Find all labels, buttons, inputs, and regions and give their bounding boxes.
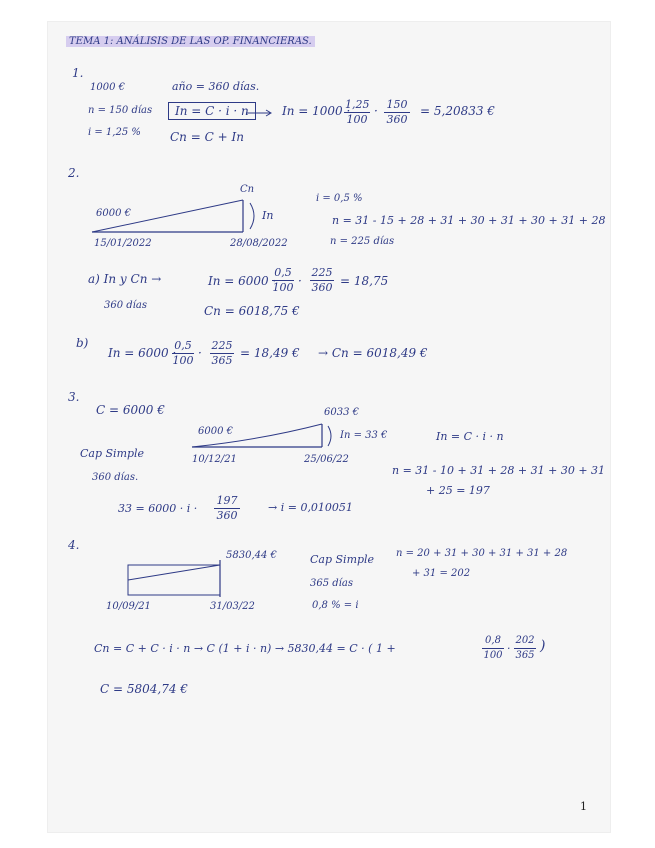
- ex4-final: 5830,44 €: [226, 550, 277, 561]
- ex2-b-fraction-time: $\frac{225}{365}$: [211, 339, 233, 367]
- ex4-dot: ·: [507, 642, 511, 655]
- ex3-equation: 33 = 6000 · i ·: [118, 502, 198, 515]
- ex3-formula: In = C · i · n: [436, 430, 504, 443]
- ex2-b-label: b): [76, 336, 89, 350]
- ex1-days: n = 150 días: [88, 105, 153, 116]
- ex4-box: [128, 565, 220, 595]
- ex3-cap-type: Cap Simple: [80, 447, 145, 460]
- ex1-capital: 1000 €: [90, 82, 125, 93]
- ex1-fraction-rate: $\frac{1,25}{100}$: [345, 98, 370, 126]
- ex2-capital: 6000 €: [96, 208, 131, 219]
- ex2-a-fraction-time: $\frac{225}{360}$: [311, 266, 333, 294]
- ex4-equation: Cn = C + C · i · n → C (1 + i · n) → 5830,44 = C · ( 1 +: [94, 642, 396, 655]
- ex2-a-label: a) In y Cn →: [88, 272, 162, 286]
- ex4-days: 365 días: [310, 578, 353, 589]
- ex4-result: C = 5804,74 €: [100, 682, 188, 696]
- ex2-date-start: 15/01/2022: [94, 238, 152, 249]
- ex2-n-total: n = 225 días: [330, 236, 395, 247]
- ex2-a-fraction-rate: $\frac{0,5}{100}$: [272, 266, 294, 294]
- ex1-calc: In = 1000 ·: [282, 104, 351, 118]
- ex2-b-result: = 18,49 €: [240, 346, 300, 360]
- ex2-b-dot: ·: [198, 346, 202, 360]
- ex2-rate: i = 0,5 %: [316, 193, 363, 204]
- ex3-date-end: 25/06/22: [304, 454, 349, 465]
- ex2-a-result: = 18,75: [340, 274, 389, 288]
- ex1-formula-cn: Cn = C + In: [170, 130, 244, 144]
- ex4-fraction-time: $\frac{202}{365}$: [515, 635, 535, 661]
- ex1-dot: ·: [374, 104, 378, 118]
- ex3-brace: [328, 426, 331, 446]
- ex2-b-fraction-rate: $\frac{0,5}{100}$: [172, 339, 194, 367]
- page-number: 1: [580, 800, 587, 813]
- ex2-brace: [250, 203, 254, 229]
- ex1-year: año = 360 días.: [172, 80, 260, 93]
- ex1-fraction-time: $\frac{150}{360}$: [384, 98, 410, 127]
- page-title: TEMA 1: ANÁLISIS DE LAS OP. FINANCIERAS.: [66, 36, 315, 47]
- ex4-close-paren: ): [540, 638, 546, 654]
- ex2-a-dot: ·: [298, 274, 302, 288]
- ex3-final: 6033 €: [324, 407, 359, 418]
- ex1-rate: i = 1,25 %: [88, 127, 141, 138]
- ex3-result: → i = 0,010051: [268, 501, 353, 514]
- ex4-date-end: 31/03/22: [210, 601, 255, 612]
- ex2-cn-label: Cn: [240, 184, 255, 195]
- ex1-number: 1.: [72, 66, 84, 80]
- ex1-result: = 5,20833 €: [420, 104, 495, 118]
- ex4-number: 4.: [68, 538, 80, 552]
- ex2-a-days: 360 días: [104, 300, 147, 311]
- ex3-start-capital: 6000 €: [198, 426, 233, 437]
- ex2-in-label: In: [262, 209, 274, 222]
- ex2-b-calc: In = 6000 ·: [108, 346, 177, 360]
- ex2-n-sum: n = 31 - 15 + 28 + 31 + 30 + 31 + 30 + 31 + 28: [332, 214, 606, 227]
- ex4-n-sum: n = 20 + 31 + 30 + 31 + 31 + 28: [396, 548, 568, 559]
- ex2-a-calc: In = 6000 ·: [208, 274, 277, 288]
- ex2-b-cn: → Cn = 6018,49 €: [318, 346, 428, 360]
- ex3-n-sum: n = 31 - 10 + 31 + 28 + 31 + 30 + 31: [392, 464, 606, 477]
- ex2-number: 2.: [68, 166, 80, 180]
- ex3-days: 360 días.: [92, 472, 139, 483]
- ex4-n-sum-2: + 31 = 202: [412, 568, 471, 579]
- ex4-fraction-rate: $\frac{0,8}{100}$: [483, 635, 503, 661]
- ex2-date-end: 28/08/2022: [230, 238, 288, 249]
- ex4-growth-line: [128, 565, 220, 580]
- ex4-rate: 0,8 % = i: [312, 600, 359, 611]
- ex3-date-start: 10/12/21: [192, 454, 237, 465]
- ex3-number: 3.: [68, 390, 80, 404]
- ex3-n-sum-2: + 25 = 197: [426, 484, 490, 497]
- ex3-capital: C = 6000 €: [96, 403, 165, 417]
- ex3-fraction: $\frac{197}{360}$: [214, 494, 240, 523]
- ex4-date-start: 10/09/21: [106, 601, 151, 612]
- ex3-in-value: In = 33 €: [340, 430, 388, 441]
- ex1-formula-boxed: In = C · i · n: [168, 104, 256, 118]
- ex2-a-cn: Cn = 6018,75 €: [204, 304, 300, 318]
- ex4-cap-type: Cap Simple: [310, 553, 375, 566]
